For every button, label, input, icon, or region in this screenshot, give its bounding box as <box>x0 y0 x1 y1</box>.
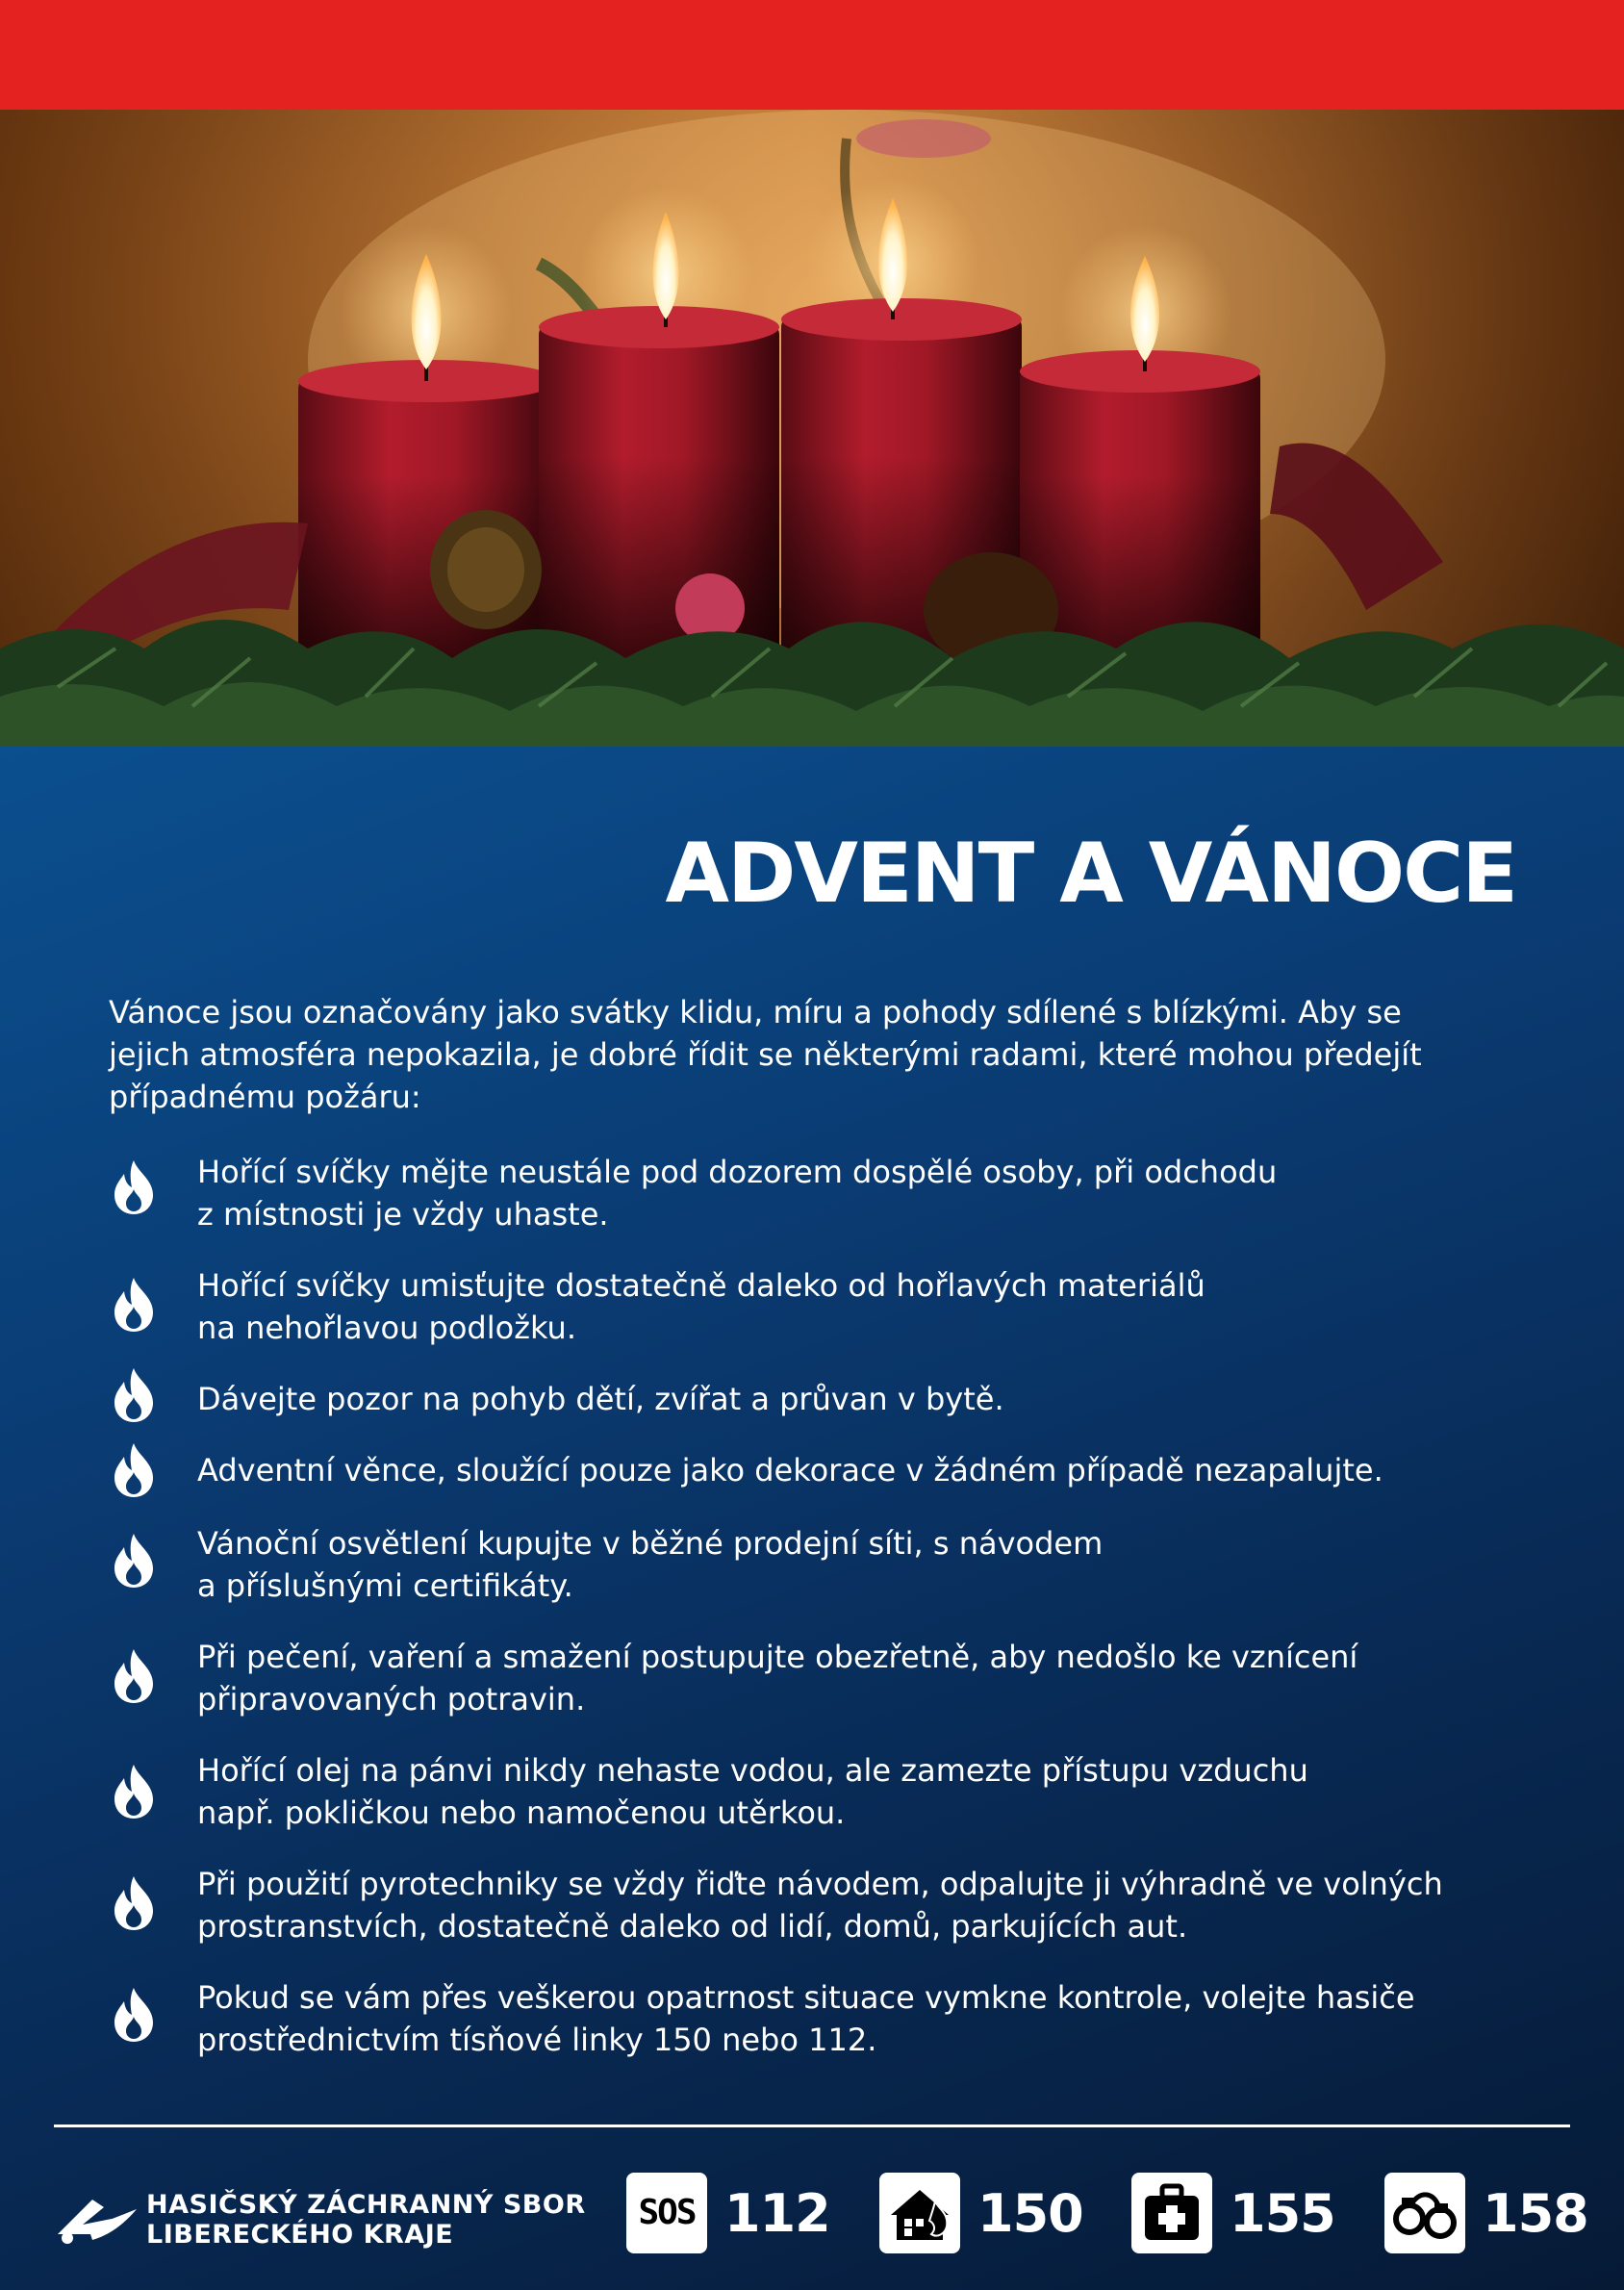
emergency-number: 155 <box>1230 2183 1335 2244</box>
organization-logo <box>54 2184 586 2257</box>
flame-icon <box>109 1986 159 2044</box>
tip-line: Hořící svíčky mějte neustále pod dozorem dospělé osoby, při odchodu <box>197 1154 1278 1190</box>
tip-line: např. pokličkou nebo namočenou utěrkou. <box>197 1794 846 1831</box>
tip-line: na nehořlavou podložku. <box>197 1310 576 1346</box>
intro-paragraph <box>109 991 1533 1118</box>
flame-icon <box>109 1874 159 1932</box>
intro-line: případnému požáru: <box>109 1079 421 1115</box>
tip-line: Hořící svíčky umisťujte dostatečně daleko od hořlavých materiálů <box>197 1267 1205 1304</box>
flame-icon <box>109 1763 159 1820</box>
tip-line: z místnosti je vždy uhaste. <box>197 1196 609 1233</box>
intro-line: jejich atmosféra nepokazila, je dobré řídit se některými radami, které mohou předejít <box>109 1036 1422 1073</box>
tip-line: Při pečení, vaření a smažení postupujte obezřetně, aby nedošlo ke vznícení <box>197 1639 1358 1675</box>
tip-line: Hořící olej na pánvi nikdy nehaste vodou, ale zamezte přístupu vzduchu <box>197 1752 1308 1789</box>
sos-badge-text: SOS <box>638 2193 696 2232</box>
footer <box>0 2155 1624 2271</box>
flame-icon <box>109 1366 159 1424</box>
page-title: ADVENT A VÁNOCE <box>665 826 1516 922</box>
footer-divider <box>54 2125 1570 2127</box>
tip-line: připravovaných potravin. <box>197 1681 586 1718</box>
tip-line: prostranstvích, dostatečně daleko od lidí, domů, parkujících aut. <box>197 1908 1188 1945</box>
tip-line: Pokud se vám přes veškerou opatrnost situace vymkne kontrole, volejte hasiče <box>197 1979 1415 2016</box>
sos-icon <box>626 2173 707 2253</box>
organization-name-line: LIBERECKÉHO KRAJE <box>146 2220 454 2250</box>
flame-icon <box>109 1276 159 1334</box>
flame-icon <box>109 1158 159 1216</box>
tip-line: prostřednictvím tísňové linky 150 nebo 112. <box>197 2022 877 2058</box>
advent-candles-photo <box>0 110 1624 747</box>
fire-rescue-logo-icon <box>54 2190 139 2248</box>
flame-icon <box>109 1532 159 1590</box>
first-aid-icon <box>1131 2173 1212 2253</box>
flame-icon <box>109 1441 159 1499</box>
organization-name <box>146 2190 586 2250</box>
fire-station-icon <box>879 2173 960 2253</box>
emergency-number: 150 <box>977 2183 1083 2244</box>
tip-line: Adventní věnce, sloužící pouze jako dekorace v žádném případě nezapalujte. <box>197 1452 1383 1488</box>
flame-icon <box>109 1647 159 1705</box>
tip-line: Dávejte pozor na pohyb dětí, zvířat a průvan v bytě. <box>197 1381 1004 1417</box>
intro-line: Vánoce jsou označovány jako svátky klidu, míru a pohody sdílené s blízkými. Aby se <box>109 994 1402 1030</box>
organization-name-line: HASIČSKÝ ZÁCHRANNÝ SBOR <box>146 2190 586 2220</box>
handcuffs-icon <box>1384 2173 1465 2253</box>
tip-line: a příslušnými certifikáty. <box>197 1567 573 1604</box>
tip-line: Při použití pyrotechniky se vždy řiďte návodem, odpalujte ji výhradně ve volných <box>197 1866 1443 1902</box>
tip-line: Vánoční osvětlení kupujte v běžné prodejní síti, s návodem <box>197 1525 1104 1562</box>
emergency-number: 158 <box>1483 2183 1588 2244</box>
emergency-number: 112 <box>724 2183 830 2244</box>
top-red-bar <box>0 0 1624 110</box>
